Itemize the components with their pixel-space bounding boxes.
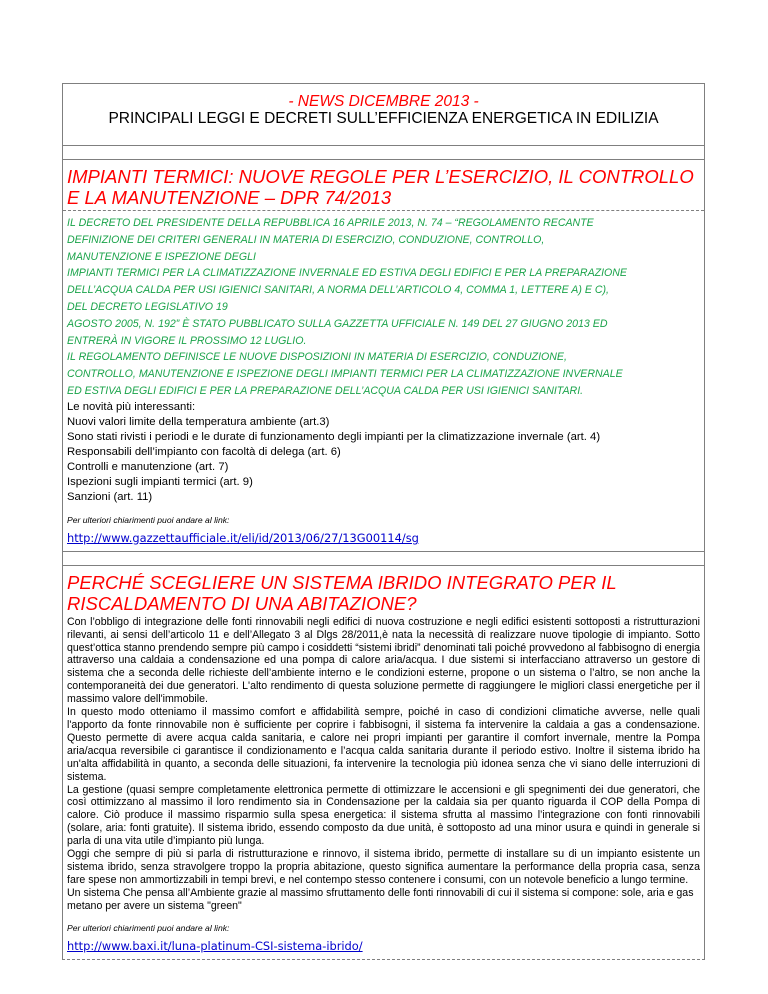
paragraph: Con l’obbligo di integrazione delle fonti rinnovabili negli edifici di nuova costruzione e negli edifici esistenti sottoposti a ristrutturazioni rilevanti, ai sensi dell’articolo 11 e dell’Allegato 3 al Dlgs 28/2011,è nata la necessità di realizzare nuove tipologie di impianto. Sotto quest’ottica stanno prendendo sempre più campo i cosiddetti “sistemi ibridi” denominati tali poiché provvedono al fabbisogno di energia attraverso una caldaia a condensazione ed una pompa di calore aria/acqua. I due sistemi si interfacciano attraverso un gestore di sistema che a seconda delle richieste dell’ambiente interno e le condizioni esterne, propone o un sistema o l’altro, se non anche la contemporaneità dei due generatori. L'alto rendimento di questa soluzione permette di raggiungere le migliori classi energetiche per il massimo valore dell'immobile. xyxy=(67,615,700,706)
paragraph: Oggi che sempre di più si parla di ristrutturazione e rinnovo, il sistema ibrido, permette di installare su di un impianto esistente un sistema ibrido, senza stravolgere troppo la propria abitazione, questo significa aumentare la performance della propria casa, senza fare spese non ammortizzabili in tempi brevi, e nel contempo stesso contenere i consumi, con un notevole beneficio a lungo termine. xyxy=(67,848,700,886)
document-page xyxy=(62,83,705,960)
summary-line: IL DECRETO DEL PRESIDENTE DELLA REPUBBLICA 16 APRILE 2013, N. 74 – “REGOLAMENTO RECANTE xyxy=(67,217,594,229)
link-note: Per ulteriori chiarimenti puoi andare al link: xyxy=(67,922,230,933)
spacer-row xyxy=(62,146,705,160)
summary-line: ENTRERÀ IN VIGORE IL PROSSIMO 12 LUGLIO. xyxy=(67,334,307,347)
summary-line: IMPIANTI TERMICI PER LA CLIMATIZZAZIONE INVERNALE ED ESTIVA DEGLI EDIFICI E PER LA PREPARAZIONE xyxy=(67,267,628,280)
section-sistema-ibrido xyxy=(62,566,705,960)
summary-line: IL REGOLAMENTO DEFINISCE LE NUOVE DISPOSIZIONI IN MATERIA DI ESERCIZIO, CONDUZIONE, xyxy=(67,351,567,364)
section-title: IMPIANTI TERMICI: NUOVE REGOLE PER L’ESERCIZIO, IL CONTROLLO E LA MANUTENZIONE – DPR 74/2013 xyxy=(63,160,704,211)
list-item: Sono stati rivisti i periodi e le durate di funzionamento degli impianti per la climatizzazione invernale (art. 4) xyxy=(67,430,601,443)
list-item: Ispezioni sugli impianti termici (art. 9) xyxy=(67,475,253,488)
paragraph: Un sistema Che pensa all’Ambiente grazie al massimo sfruttamento delle fonti rinnovabili di cui il sistema si compone: sole, aria e gas metano per avere un sistema "green" xyxy=(67,886,694,912)
summary-line: DELL’ACQUA CALDA PER USI IGIENICI SANITARI, A NORMA DELL’ARTICOLO 4, COMMA 1, LETTERE A) E C), xyxy=(67,284,609,297)
section-impianti-termici xyxy=(62,160,705,552)
summary-line: DEL DECRETO LEGISLATIVO 19 xyxy=(67,300,228,313)
list-item: Responsabili dell’impianto con facoltà di delega (art. 6) xyxy=(67,445,341,458)
newsletter-subtitle: PRINCIPALI LEGGI E DECRETI SULL’EFFICIENZA ENERGETICA IN EDILIZIA xyxy=(108,110,659,127)
section-title: PERCHÉ SCEGLIERE UN SISTEMA IBRIDO INTEGRATO PER IL RISCALDAMENTO DI UNA ABITAZIONE? xyxy=(67,571,617,614)
news-date-line: - NEWS DICEMBRE 2013 - xyxy=(288,93,479,110)
summary-line: MANUTENZIONE E ISPEZIONE DEGLI xyxy=(67,250,256,263)
summary-line: CONTROLLO, MANUTENZIONE E ISPEZIONE DEGLI IMPIANTI TERMICI PER LA CLIMATIZZAZIONE INVERNALE xyxy=(67,368,623,381)
summary-line: DEFINIZIONE DEI CRITERI GENERALI IN MATERIA DI ESERCIZIO, CONDUZIONE, CONTROLLO, xyxy=(67,233,545,246)
list-item: Le novità più interessanti: xyxy=(67,400,196,413)
newsletter-header xyxy=(62,83,705,146)
summary-line: ED ESTIVA DEGLI EDIFICI E PER LA PREPARAZIONE DELL’ACQUA CALDA PER USI IGIENICI SANITARI. xyxy=(67,384,584,397)
gazzetta-link[interactable]: http://www.gazzettaufficiale.it/eli/id/2013/06/27/13G00114/sg xyxy=(67,530,419,545)
paragraph: In questo modo otteniamo il massimo comfort e affidabilità sempre, poiché in caso di condizioni climatiche avverse, nelle quali l'apporto da fonte rinnovabile non è sufficiente per coprire i fabbisogni, il sistema fa intervenire la caldaia a gas a condensazione. Questo permette di avere acqua calda sanitaria, e calore nei propri impianti per garantire il comfort invernale, mentre la Pompa aria/acqua reversibile ci garantisce il condizionamento e l’acqua calda sanitaria durante il periodo estivo. Inoltre il sistema ibrido ha un'alta affidabilità in quanto, a seconda delle situazioni, fa intervenire la tecnologia più idonea senza che vi siano delle interruzioni di sistema. xyxy=(67,706,700,783)
novelty-list xyxy=(63,400,704,505)
baxi-link[interactable]: http://www.baxi.it/luna-platinum-CSI-sistema-ibrido/ xyxy=(67,938,363,953)
list-item: Nuovi valori limite della temperatura ambiente (art.3) xyxy=(67,415,330,428)
paragraph: La gestione (quasi sempre completamente elettronica permette di ottimizzare le accensioni e gli spegnimenti dei due generatori, che così ottimizzano al massimo il loro rendimento sia in Condensazione per la caldaia sia per quanto riguarda il COP della Pompa di calore. Ciò produce il massimo risparmio sulla spesa energetica: il sistema sfrutta al massimo l’integrazione con fonti rinnovabili (solare, aria: fonti gratuite). Il sistema ibrido, essendo composto da due unità, è sottoposto ad una minor usura e quindi in generale si parla di una vita utile d’impianto più lunga. xyxy=(67,783,700,848)
spacer-row xyxy=(62,552,705,566)
decree-summary xyxy=(63,215,704,400)
summary-line: AGOSTO 2005, N. 192” È STATO PUBBLICATO SULLA GAZZETTA UFFICIALE N. 149 DEL 27 GIUGNO 2013 ED xyxy=(67,317,608,330)
list-item: Controlli e manutenzione (art. 7) xyxy=(67,460,229,473)
link-note: Per ulteriori chiarimenti puoi andare al link: xyxy=(67,514,230,525)
list-item: Sanzioni (art. 11) xyxy=(67,490,153,503)
